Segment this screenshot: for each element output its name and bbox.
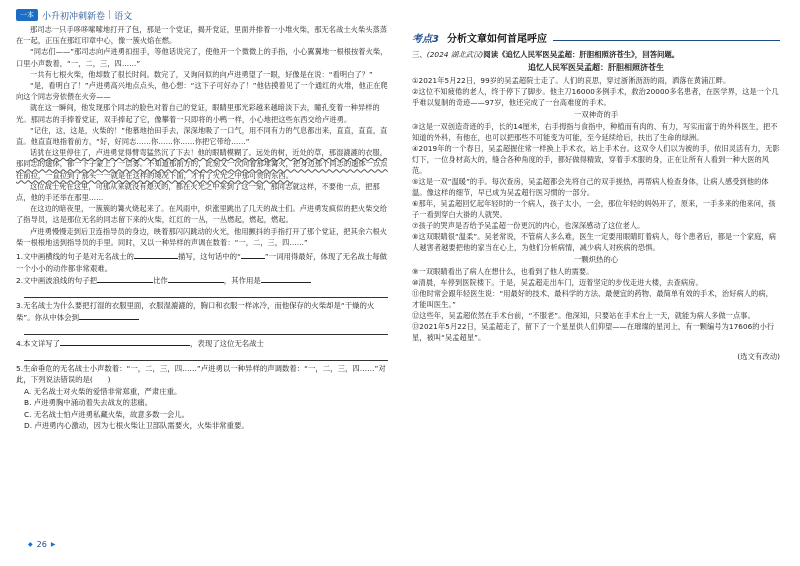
paragraph: ③这是一双创造奇迹的手，长的14厘米，右手拇指与食指中，种植而有肉的、有力，写实而富于的外科医生，把不知道的外科，有他在，也可以把那些不可能变为可能，至今延续给后，扶出了生命的绿洲。	[412, 122, 778, 142]
right-column	[412, 30, 780, 362]
option-c[interactable]: C. 无名战士怕卢进勇私藏火柴，故意多数一会儿。	[24, 409, 190, 419]
header-separator: |	[108, 10, 112, 20]
paragraph: ⑫这些年，吴孟超依然在手术台前，“不服老”。他深知，只要站在手术台上一天，就能为病人多做一点事。	[412, 311, 755, 320]
paragraph: ②这位不知疲倦的老人，终于停下了脚步。他主刀16000多例手术，救治20000多名患者，在医学界，这是一个几乎难以复制的奇迹——97岁，他还完成了一台高难度的手术。	[412, 87, 779, 107]
answer-line[interactable]	[24, 324, 388, 335]
answer-blank[interactable]	[60, 337, 190, 346]
triangle-left-icon: ◆	[28, 541, 33, 548]
paragraph: 在这边的暗夜里，一簇簇的篝火烧起来了。在风雨中，炽涨里跳出了几天的战士们。卢进勇发疯似的把火柴交给了指导员，这是那位无名的同志留下来的火柴，红红的一丛，一丛燃起，燃起，燃起。	[16, 204, 388, 225]
paragraph: ⑧这双眼睛很“温柔”。吴老常说，不管病人多么难，医生一定要用眼睛盯着病人，每个患者后，都是一个家庭，病人越害者越要把他的家当在心上，为他们分析病情，减少病人对疾病的恐惧。	[412, 232, 776, 252]
paragraph: 卢进勇慢慢走到后卫连指导员的身边，映着那闪闪跳动的火光，他用颤抖的手指打开了那个党证，把其余六根火柴一根根地送到指导员的手里。同时，又以一种异样的声调在数着：“一，二，三，四……”	[16, 226, 388, 247]
question-1: 1.文中画横线的句子是对无名战士的 描写，这句话中的“ ”一词用得最好，体现了无名战士每做一个小小的动作都非常艰难。	[16, 252, 387, 273]
option-d[interactable]: D. 卢进勇内心激动，因为七根火柴让卫部队需要火，火柴非常重要。	[24, 421, 249, 431]
question-5: 5.生命垂危的无名战士小声数着：“一，二，三，四……”卢进勇以一种异样的声调数着：“一，二，三，四……”对此，下列说法错误的是( )	[16, 363, 386, 385]
series-badge: 一本	[16, 9, 38, 21]
paragraph: 一共有七根火柴，他却数了很长时间。数完了，又询问似的向卢进勇望了一眼，好像是在说：“看明白了？”	[30, 69, 373, 79]
paragraph: ⑤这是一双“温暖”的手。每次查房，吴孟超都会先将自己的双手搓热，再帮病人检查身体，让病人感受到他的体温。像这样的细节，早已成为吴孟超行医习惯的一部分。	[412, 177, 769, 197]
paragraph: 就在这一瞬间，他发现那个同志的脸色对着自己的党证，眼睛里那光彩越来越暗淡下去，瞳孔变着一种异样的光。那同志的手捧着党证，双手捧起了它，像攀着一只即将的小鸭一样，小心地把这些东西交给卢进勇。	[16, 103, 380, 124]
paragraph: ⑨一双眼睛看出了病人在想什么，也看到了他人的需要。	[412, 267, 594, 276]
page-number: 26	[36, 540, 47, 549]
answer-line[interactable]	[24, 287, 388, 298]
paragraph: “是，看明白了！”卢进勇高兴地点点头，他心想：“这下子可好办了！”他估摸着见了一个通红的火堆，他正在爬向这个同志旁依偎在火旁——	[16, 81, 388, 102]
paragraph: ⑬2021年5月22日，吴孟超走了，留下了一个星星供人们仰望——在璀璨的星河上，有一颗编号为17606的小行星，被叫“吴孟超星”。	[412, 322, 775, 342]
question-4: 4.本文详写了 ，表现了这位无名战士	[16, 339, 264, 349]
source-note: (选文有改动)	[737, 352, 780, 361]
series-title: 小升初冲刺新卷	[42, 11, 106, 22]
answer-blank[interactable]	[134, 250, 178, 259]
paragraph: ⑦孩子的哭声是否给予吴孟超一份更沉的内心，也深深感动了这位老人。	[412, 221, 645, 230]
paragraph: “记住，这，这是，火柴的！”他慕地抬田手去，深深地吸了一口气，用不同有力的气息都出来，直直，直直，直直。他直直地指着前方，“好，好同志……你……你……你把它带给……”	[16, 125, 388, 147]
left-column	[16, 6, 388, 431]
questions	[16, 250, 388, 431]
topic-title: 分析文章如何首尾呼应	[446, 34, 547, 45]
page-header	[16, 6, 388, 24]
question-3: 3.无名战士为什么要把打湿的衣服里面，衣服湿漉漉的，胸口和衣服一样冰冷，而他保存的火柴却是“干燥的火柴”。你从中体会到	[16, 300, 375, 323]
article-title: 追忆人民军医吴孟超：肝胆相照济苍生	[528, 63, 664, 72]
question-2: 2.文中画波浪线的句子把 比作 ，其作用是	[16, 274, 388, 287]
triangle-right-icon: ▶	[50, 541, 56, 548]
passage-left	[16, 24, 388, 248]
paragraph-wavy: 话犹在这里停住了，卢进勇觉得臂弯猛然沉了下去！他的眼睛模糊了。远处的树，近处的草，那湿漉漉的衣服，那同志的遗体，都一下子蒙上了一层雾。不知道那前方的，此刻又一次向着那堆篝火，把身边那个同志的遗体一点点往前拉，一直拉到了那头一一就是在这样的境况下面，才有了火光之中那可贵的东西。	[16, 148, 388, 180]
paragraph: 那司志一只手哆哆嗦嗦地打开了包，那是一个党证，揭开党证，里面并排着一小堆火柴，那无名战士火柴头蒸蒸在一起，正压在那红印章中心，像一簇火焰在燃。	[16, 25, 388, 46]
paragraph: ④2019年的一个春日，吴孟超握住常一样换上手术衣，站上手术台。这双令人们以为被的手，依旧灵活有力，无影灯下，一位身材高大的，缝合各种角度的手，都好做得精致，穿着手术服的身，正在让所有人看到一种大医的风范。	[412, 144, 780, 175]
paragraph: “同志们——”那司志向卢进勇扣扭手，等他话说完了，使他开一个微微上的手指，小心翼翼地一根根按着火柴，口里小声数着，“一，二，三，四……”	[16, 47, 388, 68]
answer-line[interactable]	[24, 350, 388, 361]
option-b[interactable]: B. 卢进勇胸中涌动着失去战友的悲痛。	[24, 398, 153, 408]
answer-blank[interactable]	[97, 274, 153, 283]
answer-blank[interactable]	[261, 274, 311, 283]
paragraph: ⑪他时常会跟年轻医生说：“用最好的技术、最科学的方法、最便宜的药物、最简单有效的手术，治好病人的病，才能叫医生。”	[412, 289, 773, 309]
answer-blank[interactable]	[168, 274, 224, 283]
paragraph: ⑩清晨，车停到医院楼下。于是，吴孟超走出车门，迈着坚定的步伐走进大楼，去查病房。	[412, 278, 703, 287]
answer-blank[interactable]	[241, 250, 265, 259]
section-heading: 一双神奇的手	[573, 110, 619, 119]
section-heading: 一颗炽热的心	[573, 255, 619, 264]
paragraph: ⑥那年，吴孟超回忆起年轻时的一个病人，孩子太小，一会，那位年轻的妈妈开了，原来，一手多来的他来问，孩子一看到穿白大褂的人就哭。	[412, 199, 776, 219]
paragraph: 这位战士死在这里，可那从来就没有熄灭的，都在火光之中来到了这一刻，那同志就这样，不要他一点，把那点，他的手还举在那里……	[16, 181, 380, 203]
topic-tag: 考点3	[412, 34, 439, 45]
question-intro: 三、(2024 湖北武汉)阅读《追忆人民军医吴孟超：肝胆相照济苍生》，回答问题。	[412, 50, 680, 59]
option-a[interactable]: A. 无名战士对火柴的爱惜非常郑重，严肃庄重。	[24, 386, 182, 396]
topic-header	[412, 30, 780, 45]
answer-blank[interactable]	[79, 311, 139, 320]
paragraph: ①2021年5月22日，99岁的吴孟超院士走了。人们的哀思，穿过浙淅沥沥的雨，洒落在黄浦江畔。	[412, 76, 731, 85]
subject-label: 语文	[114, 11, 133, 22]
page-footer	[24, 540, 59, 549]
topic-rule	[553, 34, 780, 41]
